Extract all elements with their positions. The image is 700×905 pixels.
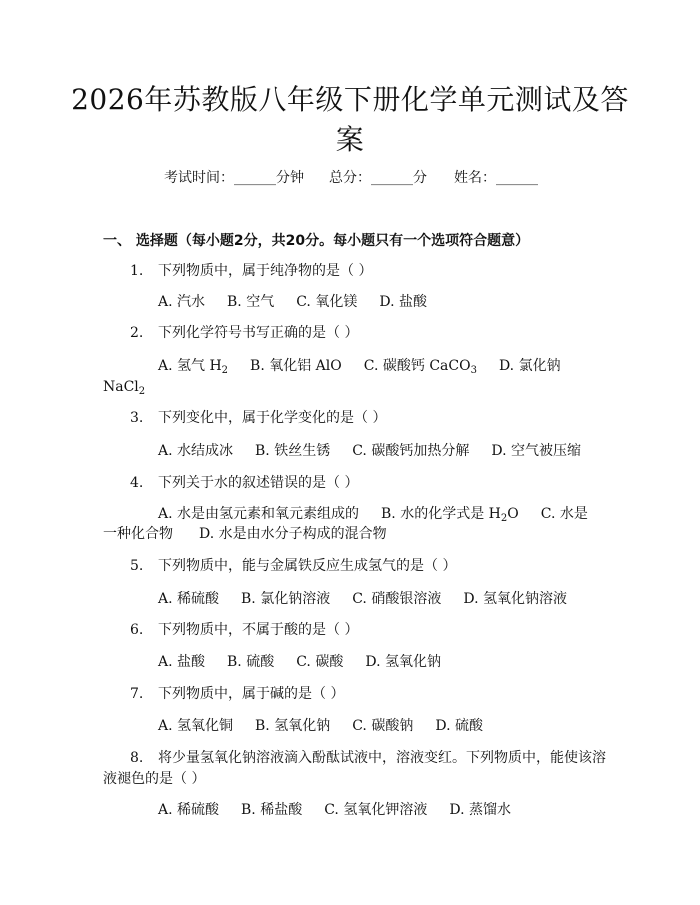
- option-c: C. 碳酸钠: [352, 718, 414, 734]
- question-2-option-d-wrap: NaCl$_2$: [103, 379, 146, 397]
- question-1-options: [158, 292, 449, 312]
- option-a: A. 稀硫酸: [158, 591, 220, 607]
- option-b: B. 稀盐酸: [241, 802, 303, 818]
- option-b: B. 硫酸: [227, 654, 275, 670]
- question-4-options-line-2: [103, 524, 387, 544]
- question-text: 将少量氢氧化钠溶液滴入酚酞试液中，溶液变红。下列物质中，能使该溶: [158, 750, 606, 766]
- question-number: 3.: [130, 410, 144, 426]
- option-a: A. 盐酸: [158, 654, 206, 670]
- question-number: 1.: [130, 263, 144, 279]
- page-title: [70, 80, 630, 160]
- question-number: 7.: [130, 686, 144, 702]
- question-4: [130, 473, 358, 493]
- exam-time: 考试时间：______分钟: [164, 170, 304, 186]
- question-text: 下列物质中，属于碱的是（ ）: [158, 686, 345, 702]
- question-6: [130, 620, 358, 640]
- option-a: A. 氢气 $H_2$: [158, 358, 229, 376]
- question-number: 6.: [130, 622, 144, 638]
- option-b: B. 空气: [227, 294, 275, 310]
- question-5: [130, 556, 456, 576]
- question-text: 下列物质中，能与金属铁反应生成氢气的是（ ）: [158, 558, 457, 574]
- option-a: A. 汽水: [158, 294, 206, 310]
- option-c-wrap: 一种化合物: [103, 526, 173, 542]
- question-8-wrap: 液褪色的是（ ）: [103, 771, 206, 787]
- option-c: C. 碳酸: [296, 654, 344, 670]
- question-2-options: [158, 356, 583, 376]
- option-d: D. 水是由水分子构成的混合物: [199, 526, 387, 542]
- question-6-options: [158, 652, 463, 672]
- option-d: D. 空气被压缩: [491, 443, 581, 459]
- section-heading: 一、 选择题（每小题2分，共20分。每小题只有一个选项符合题意）: [103, 233, 530, 249]
- option-d: D. 蒸馏水: [449, 802, 511, 818]
- option-b: B. 水的化学式是 $H_2O$: [381, 506, 519, 524]
- option-a: A. 稀硫酸: [158, 802, 220, 818]
- question-1: [130, 261, 372, 281]
- question-5-options: [158, 589, 589, 609]
- option-c: C. 碳酸钙 CaCO$_3$: [363, 358, 477, 376]
- question-4-options-line-1: [158, 504, 610, 524]
- title-line-2: 案: [335, 123, 365, 156]
- question-8: [130, 748, 606, 768]
- question-2: [130, 323, 358, 343]
- option-b: B. 氢氧化钠: [255, 718, 331, 734]
- question-8-options: [158, 800, 533, 820]
- question-text: 下列化学符号书写正确的是（ ）: [158, 325, 359, 341]
- title-line-1: 2026年苏教版八年级下册化学单元测试及答: [71, 83, 629, 116]
- option-c: C. 水是: [540, 506, 588, 522]
- option-c: C. 氧化镁: [296, 294, 358, 310]
- option-a: A. 氢氧化铜: [158, 718, 234, 734]
- option-d: D. 硫酸: [435, 718, 483, 734]
- question-text: 下列关于水的叙述错误的是（ ）: [158, 475, 359, 491]
- option-d: D. 氢氧化钠溶液: [463, 591, 567, 607]
- option-b: B. 氯化钠溶液: [241, 591, 331, 607]
- option-b: B. 氧化铝 AlO: [250, 358, 342, 374]
- question-7-options: [158, 716, 505, 736]
- option-d: D. 氢氧化钠: [365, 654, 441, 670]
- question-number: 5.: [130, 558, 144, 574]
- option-c: C. 硝酸银溶液: [352, 591, 442, 607]
- option-b: B. 铁丝生锈: [255, 443, 331, 459]
- question-3-options: [158, 441, 603, 461]
- option-a: A. 水是由氢元素和氧元素组成的: [158, 506, 360, 522]
- option-c: C. 碳酸钙加热分解: [352, 443, 470, 459]
- question-7: [130, 684, 344, 704]
- question-text: 下列物质中，不属于酸的是（ ）: [158, 622, 359, 638]
- question-text: 下列物质中，属于纯净物的是（ ）: [158, 263, 373, 279]
- option-a: A. 水结成冰: [158, 443, 234, 459]
- option-d: D. 氯化钠: [498, 358, 561, 374]
- question-number: 4.: [130, 475, 144, 491]
- question-number: 2.: [130, 325, 144, 341]
- question-text: 下列变化中，属于化学变化的是（ ）: [158, 410, 387, 426]
- question-3: [130, 408, 386, 428]
- total-score: 总分：______分: [329, 170, 427, 186]
- question-number: 8.: [130, 750, 144, 766]
- option-c: C. 氢氧化钾溶液: [324, 802, 428, 818]
- student-name: 姓名：______: [454, 170, 538, 186]
- option-d: D. 盐酸: [379, 294, 427, 310]
